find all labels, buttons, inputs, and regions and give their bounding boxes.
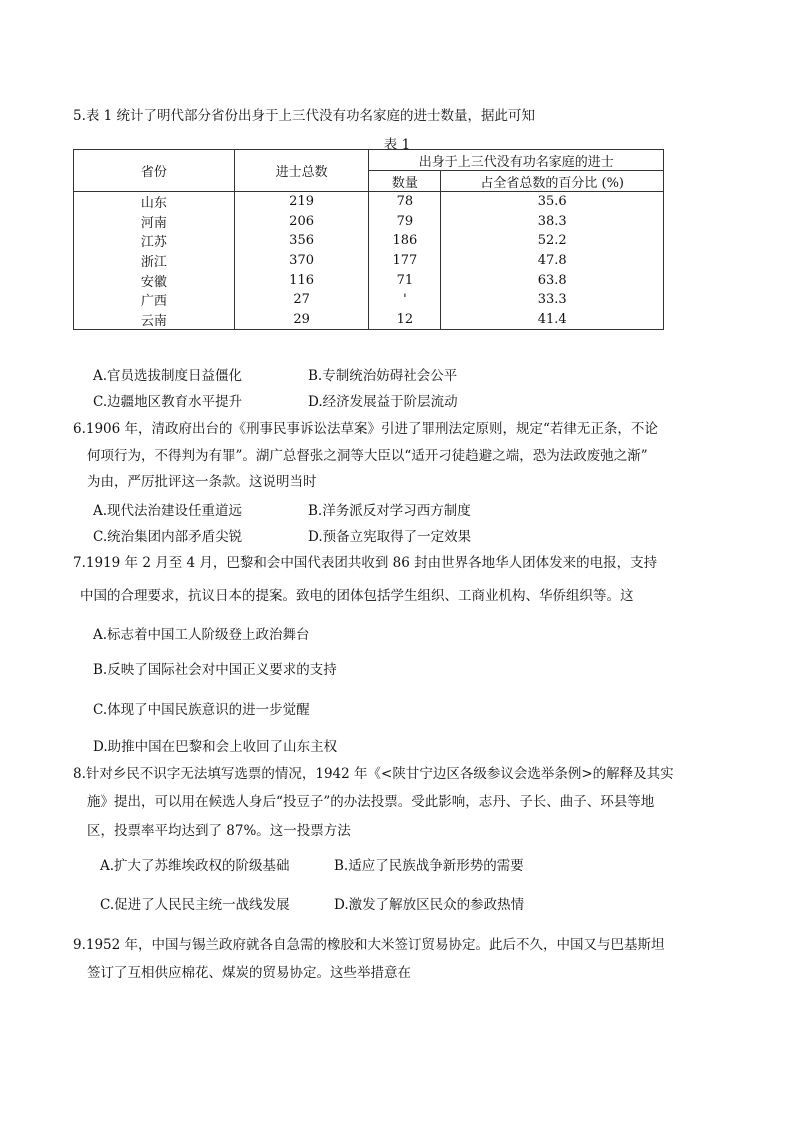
q9-stem-line1: 9.1952 年，中国与锡兰政府就各自急需的橡胶和大米签订贸易协定。此后不久，中国又与巴基斯坦 — [73, 937, 665, 953]
q6-option-c: C.统治集团内部矛盾尖锐 — [93, 529, 243, 545]
cell-count: ' — [369, 290, 441, 310]
table-caption: 表 1 — [383, 137, 411, 153]
q9-stem-line2: 签订了互相供应棉花、煤炭的贸易协定。这些举措意在 — [87, 965, 411, 981]
q8-option-c: C.促进了人民民主统一战线发展 — [100, 897, 290, 913]
cell-count: 79 — [369, 212, 441, 232]
cell-count: 12 — [369, 310, 441, 330]
table-row — [74, 212, 664, 232]
q5-option-c: C.边疆地区教育水平提升 — [93, 394, 243, 410]
cell-province: 山东 — [74, 192, 235, 212]
cell-total: 27 — [234, 290, 369, 310]
q6-option-d: D.预备立宪取得了一定效果 — [308, 529, 472, 545]
q6-option-a: A.现代法治建设任重道远 — [93, 503, 243, 519]
q6-stem-line2: 何项行为，不得判为有罪”。湖广总督张之洞等大臣以“适开刁徒趋避之端，恐为法政废弛之渐” — [87, 448, 648, 464]
q7-option-b: B.反映了国际社会对中国正义要求的支持 — [93, 662, 337, 678]
header-count: 数量 — [369, 171, 441, 192]
header-total: 进士总数 — [234, 150, 369, 192]
q5-stem: 5.表 1 统计了明代部分省份出身于上三代没有功名家庭的进士数量，据此可知 — [73, 108, 536, 124]
q8-stem-line1: 8.针对乡民不识字无法填写选票的情况，1942 年《<陕甘宁边区各级参议会选举条例>的解释及其实 — [73, 766, 674, 782]
cell-percent: 52.2 — [441, 231, 664, 251]
cell-province: 浙江 — [74, 251, 235, 271]
q5-option-a: A.官员选拔制度日益僵化 — [93, 368, 243, 384]
header-percent: 占全省总数的百分比 (%) — [441, 171, 664, 192]
table-row — [74, 251, 664, 271]
q5-option-d: D.经济发展益于阶层流动 — [308, 394, 458, 410]
cell-total: 116 — [234, 270, 369, 290]
cell-percent: 33.3 — [441, 290, 664, 310]
q7-stem-line2: 中国的合理要求，抗议日本的提案。致电的团体包括学生组织、工商业机构、华侨组织等。这 — [80, 588, 634, 604]
cell-total: 356 — [234, 231, 369, 251]
q8-option-d: D.激发了解放区民众的参政热情 — [334, 897, 525, 913]
table-row — [74, 192, 664, 212]
q7-option-c: C.体现了中国民族意识的进一步觉醒 — [93, 702, 310, 718]
cell-percent: 41.4 — [441, 310, 664, 330]
q5-option-b: B.专制统治妨碍社会公平 — [308, 368, 458, 384]
cell-province: 广西 — [74, 290, 235, 310]
cell-count: 177 — [369, 251, 441, 271]
data-table — [73, 149, 664, 330]
header-province: 省份 — [74, 150, 235, 192]
q7-stem-line1: 7.1919 年 2 月至 4 月，巴黎和会中国代表团共收到 86 封由世界各地华人团体发来的电报，支持 — [73, 555, 658, 571]
table-row — [74, 310, 664, 330]
q8-option-b: B.适应了民族战争新形势的需要 — [334, 858, 524, 874]
cell-total: 219 — [234, 192, 369, 212]
cell-province: 江苏 — [74, 231, 235, 251]
q6-stem-line3: 为由，严厉批评这一条款。这说明当时 — [87, 474, 317, 490]
q8-stem-line3: 区，投票率平均达到了 87%。这一投票方法 — [87, 823, 351, 839]
cell-province: 河南 — [74, 212, 235, 232]
cell-total: 206 — [234, 212, 369, 232]
cell-count: 186 — [369, 231, 441, 251]
header-group: 出身于上三代没有功名家庭的进士 — [369, 150, 664, 171]
cell-percent: 35.6 — [441, 192, 664, 212]
cell-province: 云南 — [74, 310, 235, 330]
q6-stem-line1: 6.1906 年，清政府出台的《刑事民事诉讼法草案》引进了罪刑法定原则，规定“若律无正条，不论 — [73, 421, 658, 437]
cell-total: 370 — [234, 251, 369, 271]
cell-percent: 38.3 — [441, 212, 664, 232]
q8-stem-line2: 施》提出，可以用在候选人身后“投豆子”的办法投票。受此影响，志丹、子长、曲子、环县等地 — [87, 794, 655, 810]
cell-count: 78 — [369, 192, 441, 212]
q8-option-a: A.扩大了苏维埃政权的阶级基础 — [100, 858, 290, 874]
table-row — [74, 290, 664, 310]
table-row — [74, 270, 664, 290]
cell-percent: 47.8 — [441, 251, 664, 271]
q7-option-a: A.标志着中国工人阶级登上政治舞台 — [93, 627, 310, 643]
q6-option-b: B.洋务派反对学习西方制度 — [308, 503, 471, 519]
cell-count: 71 — [369, 270, 441, 290]
table-row — [74, 231, 664, 251]
cell-total: 29 — [234, 310, 369, 330]
cell-percent: 63.8 — [441, 270, 664, 290]
q7-option-d: D.助推中国在巴黎和会上收回了山东主权 — [93, 739, 338, 755]
cell-province: 安徽 — [74, 270, 235, 290]
